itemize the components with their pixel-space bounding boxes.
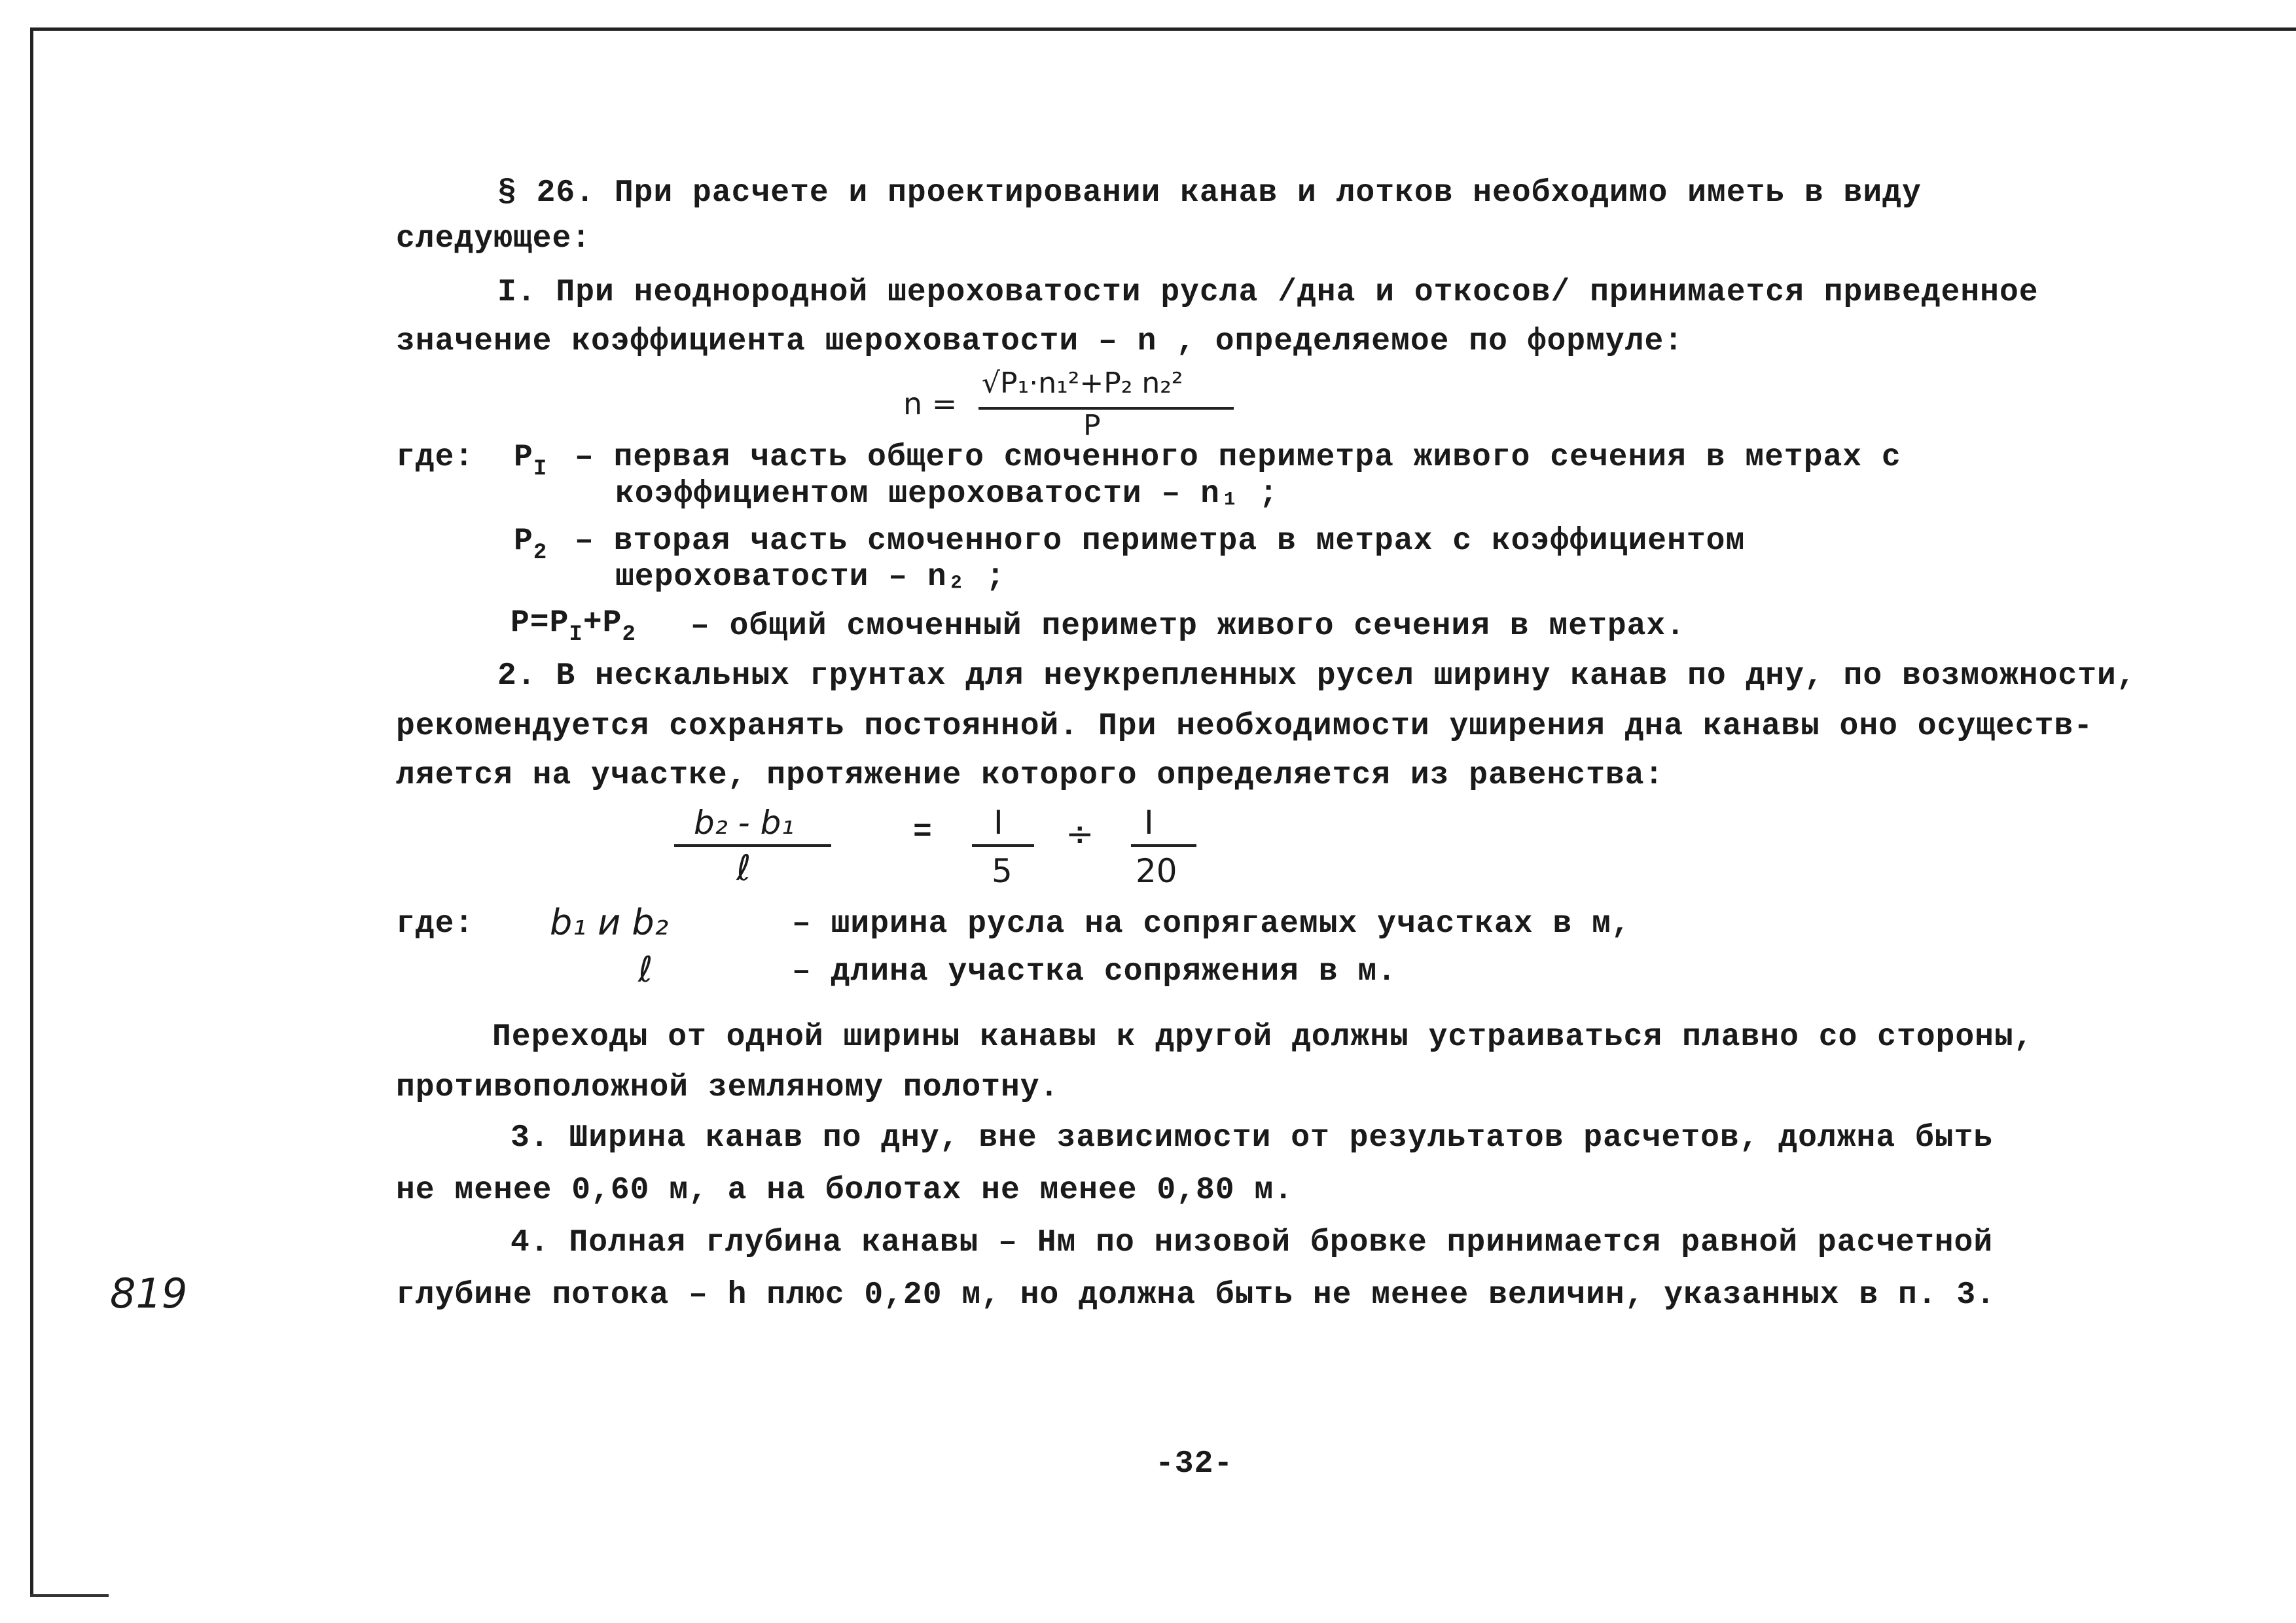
formula1-lhs: n = <box>903 386 958 421</box>
item2-text-line3: ляется на участке, протяжение которого определяется из равенства: <box>396 758 1664 793</box>
def-b-symbol: b₁ и b₂ <box>550 902 669 943</box>
formula2-frac3-denominator: 20 <box>1136 852 1177 890</box>
section-heading-continuation: следующее: <box>396 221 592 257</box>
def-p1-text-line1: – первая часть общего смоченного периметра живого сечения в метрах с <box>575 440 1901 475</box>
section-heading-line: § 26. При расчете и проектировании канав и лотков необходимо иметь в виду <box>497 175 1922 211</box>
formula1-numerator: √P₁·n₁²+P₂ n₂² <box>982 366 1183 400</box>
formula2-frac2-denominator: 5 <box>992 852 1013 890</box>
def-p-total-symbol: $P=P_I+P_2$ <box>511 605 636 647</box>
formula2-fraction-bar <box>674 844 831 847</box>
formula2-divide-sign: ÷ <box>1066 815 1094 854</box>
formula2-denominator: ℓ <box>736 847 751 889</box>
frame-top-border <box>33 27 2296 31</box>
def-p1-text-line2: коэффициентом шероховатости – n₁ ; <box>615 476 1279 512</box>
item3-text-line2: не менее 0,60 м, а на болотах не менее 0,80 м. <box>396 1173 1294 1208</box>
item1-text-line1: I. При неоднородной шероховатости русла /дна и откосов/ принимается приведенное <box>497 275 2039 310</box>
def-p-total-text: – общий смоченный периметр живого сечения в метрах. <box>691 609 1686 644</box>
where-label: где: <box>396 440 475 475</box>
frame-bottom-border <box>30 1594 109 1597</box>
item4-text-line2: глубине потока – h плюс 0,20 м, но должна быть не менее величин, указанных в п. 3. <box>396 1277 1996 1313</box>
def-l-text: – длина участка сопряжения в м. <box>792 954 1397 990</box>
formula2-frac2-bar <box>972 844 1034 847</box>
def-p2-symbol: $P_2$ <box>514 524 548 565</box>
item2-text-line1: 2. В нескальных грунтах для неукрепленных русел ширину канав по дну, по возможности, <box>497 658 2136 694</box>
where2-label: где: <box>396 906 475 942</box>
transition-text-line1: Переходы от одной ширины канавы к другой должны устраиваться плавно со стороны, <box>492 1020 2034 1055</box>
def-b-text: – ширина русла на сопрягаемых участках в м, <box>792 906 1631 942</box>
margin-sheet-number: 819 <box>110 1270 188 1317</box>
frame-left-border <box>30 27 33 1597</box>
item3-text-line1: 3. Ширина канав по дну, вне зависимости от результатов расчетов, должна быть <box>511 1120 1994 1156</box>
transition-text-line2: противоположной земляному полотну. <box>396 1070 1060 1105</box>
def-p2-text-line1: – вторая часть смоченного периметра в метрах с коэффициентом <box>575 524 1746 559</box>
formula2-equals: = <box>913 815 933 850</box>
formula1-fraction-bar <box>978 407 1234 410</box>
page-number: -32- <box>1155 1446 1234 1482</box>
def-l-symbol: ℓ <box>638 949 653 990</box>
formula1-denominator: P <box>1083 409 1101 442</box>
item2-text-line2: рекомендуется сохранять постоянной. При необходимости уширения дна канавы оно осуществ- <box>396 709 2094 744</box>
item1-text-line2: значение коэффициента шероховатости – n , определяемое по формуле: <box>396 324 1684 359</box>
item4-text-line1: 4. Полная глубина канавы – Нм по низовой бровке принимается равной расчетной <box>511 1225 1994 1260</box>
formula2-frac2-numerator: I <box>994 804 1003 842</box>
def-p2-text-line2: шероховатости – n₂ ; <box>615 560 1006 595</box>
formula2-frac3-numerator: I <box>1144 804 1154 842</box>
def-p1-symbol: $P_I$ <box>514 440 548 482</box>
formula2-frac3-bar <box>1131 844 1196 847</box>
formula2-numerator: b₂ - b₁ <box>694 804 795 842</box>
